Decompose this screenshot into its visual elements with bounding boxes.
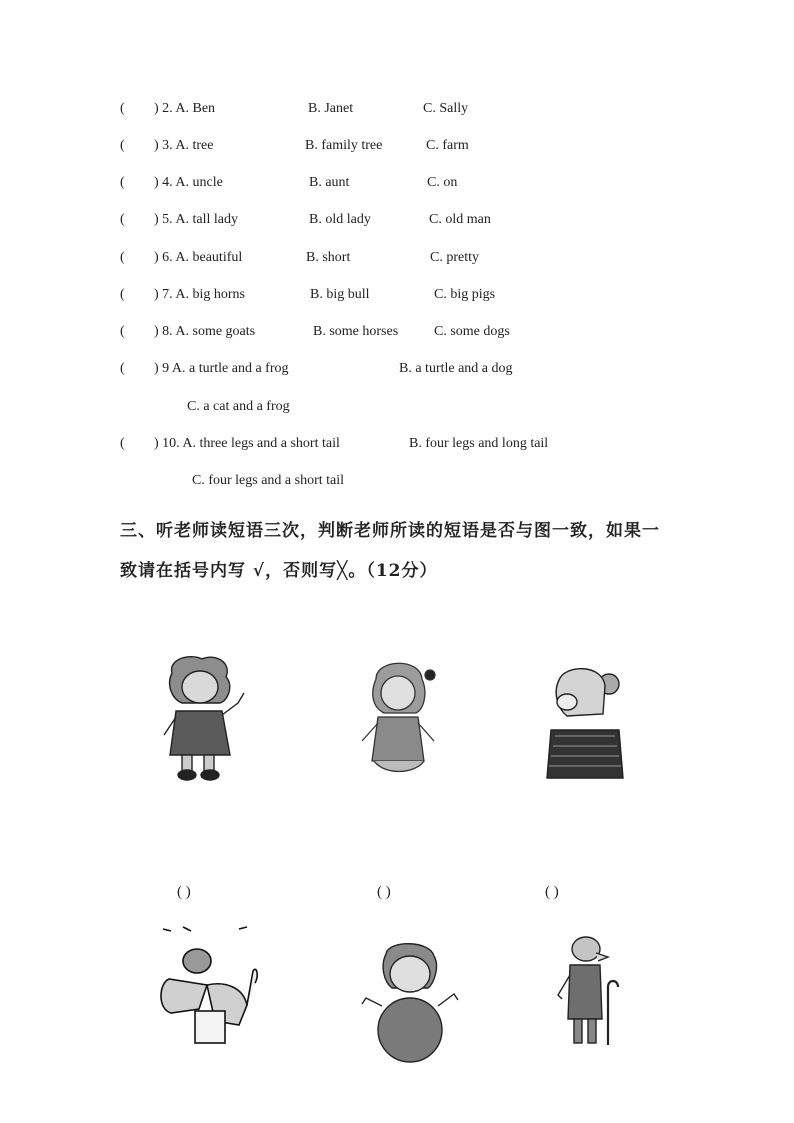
old-man-with-cane-picture bbox=[548, 935, 623, 1050]
question-9-option-c bbox=[187, 399, 290, 415]
option-b: B. four legs and long tail bbox=[409, 436, 549, 451]
option-b: B. short bbox=[306, 250, 351, 265]
answer-blank-2[interactable]: ( ) bbox=[377, 884, 391, 900]
option-c: C. Sally bbox=[423, 101, 469, 116]
answer-paren: ( bbox=[120, 250, 125, 265]
option-b: B. old lady bbox=[309, 212, 371, 227]
section-3-instruction-line-2: 致请在括号内写 √，否则写╳。（12分） bbox=[120, 561, 438, 581]
strong-man-picture bbox=[155, 925, 265, 1050]
old-lady-picture bbox=[545, 660, 625, 785]
option-c: C. four legs and a short tail bbox=[192, 473, 345, 488]
answer-paren: ( bbox=[120, 101, 125, 116]
girl-curly-hair-picture bbox=[160, 655, 245, 785]
option-a: ) 10. A. three legs and a short tail bbox=[154, 436, 340, 451]
answer-paren: ( bbox=[120, 175, 125, 190]
option-c: C. some dogs bbox=[434, 324, 510, 339]
option-a: ) 8. A. some goats bbox=[154, 324, 256, 339]
option-b: B. big bull bbox=[310, 287, 370, 302]
answer-paren: ( bbox=[120, 436, 125, 451]
option-a: ) 5. A. tall lady bbox=[154, 212, 238, 227]
answer-blank-3[interactable]: ( ) bbox=[545, 884, 559, 900]
section-3-instruction-line-1: 三、听老师读短语三次，判断老师所读的短语是否与图一致，如果一 bbox=[120, 521, 660, 541]
option-b: B. family tree bbox=[305, 138, 383, 153]
question-10-option-c bbox=[192, 473, 344, 489]
answer-blank-1[interactable]: ( ) bbox=[177, 884, 191, 900]
option-b: B. Janet bbox=[308, 101, 354, 116]
option-a: ) 9 A. a turtle and a frog bbox=[154, 361, 289, 376]
answer-paren: ( bbox=[120, 361, 125, 376]
option-a: ) 3. A. tree bbox=[154, 138, 214, 153]
option-b: B. a turtle and a dog bbox=[399, 361, 513, 376]
answer-paren: ( bbox=[120, 138, 125, 153]
option-c: C. farm bbox=[426, 138, 469, 153]
answer-paren: ( bbox=[120, 324, 125, 339]
option-c: C. old man bbox=[429, 212, 491, 227]
boy-curly-hair-picture bbox=[360, 940, 460, 1065]
option-a: ) 7. A. big horns bbox=[154, 287, 245, 302]
option-b: B. aunt bbox=[309, 175, 350, 190]
option-c: C. on bbox=[427, 175, 458, 190]
option-a: ) 2. A. Ben bbox=[154, 101, 216, 116]
girl-ponytail-picture bbox=[358, 657, 448, 782]
answer-paren: ( bbox=[120, 212, 125, 227]
option-a: ) 6. A. beautiful bbox=[154, 250, 243, 265]
answer-paren: ( bbox=[120, 287, 125, 302]
option-a: ) 4. A. uncle bbox=[154, 175, 223, 190]
option-c: C. big pigs bbox=[434, 287, 496, 302]
option-c: C. a cat and a frog bbox=[187, 399, 290, 414]
option-b: B. some horses bbox=[313, 324, 399, 339]
option-c: C. pretty bbox=[430, 250, 479, 265]
